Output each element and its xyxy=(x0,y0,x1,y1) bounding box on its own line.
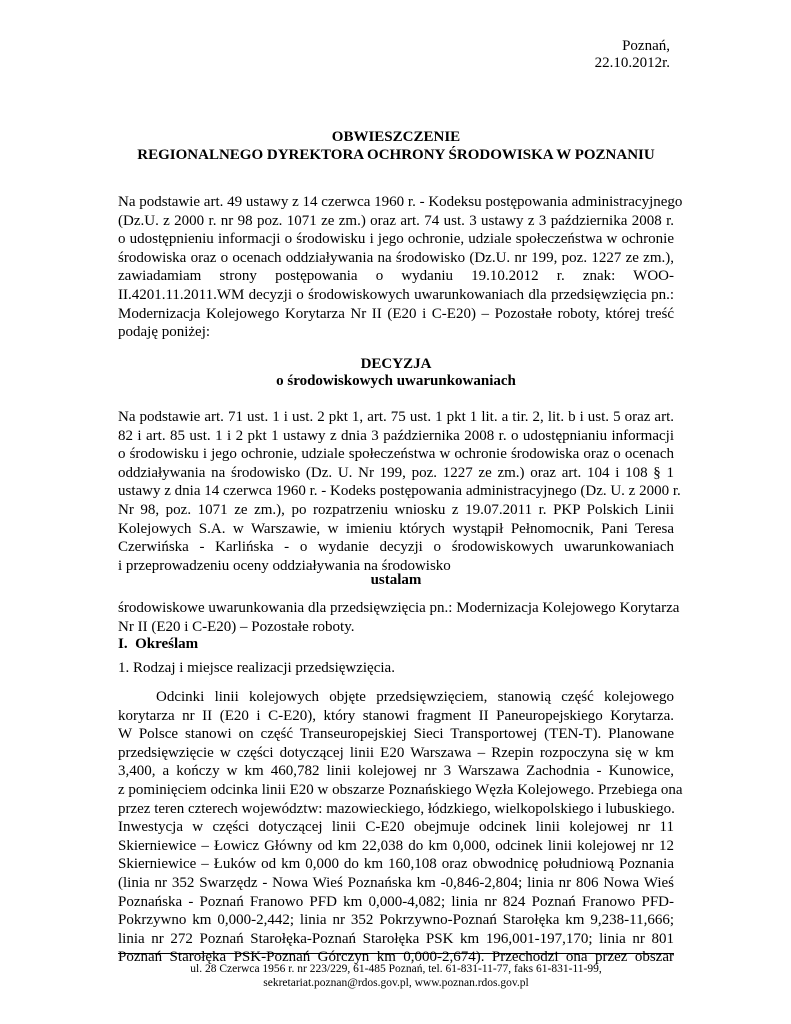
section-number: I. xyxy=(118,636,128,652)
intro-line: (Dz.U. z 2000 r. nr 98 poz. 1071 ze zm.) oraz art. 74 ust. 3 ustawy z 3 października 2008 r. xyxy=(118,212,674,229)
body-line: (linia nr 352 Swarzędz - Nowa Wieś Poznańska km -0,846-2,804; linia nr 806 Nowa Wieś xyxy=(118,874,674,891)
section-heading xyxy=(118,636,198,653)
legal-basis-paragraph xyxy=(118,408,681,575)
body-line: linia nr 272 Poznań Starołęka-Poznań Starołęka PSK km 196,001-197,170; linia nr 801 xyxy=(118,930,674,947)
body-line: Skierniewice – Łuków od km 0,000 do km 160,108 oraz obwodnicę południową Poznania xyxy=(118,856,674,873)
body-line: Skierniewice – Łowicz Główny od km 22,038 do km 0,000, odcinek linii kolejowej nr 12 xyxy=(118,837,674,854)
decision-heading: DECYZJA xyxy=(360,356,432,372)
basis-line: ustawy z dnia 14 czerwca 1960 r. - Kodeks postępowania administracyjnego (Dz. U. z 2000 r. xyxy=(118,483,681,500)
ustalam-heading: ustalam xyxy=(370,572,422,588)
body-line: Poznańska - Poznań Franowo PFD km 0,000-4,082; linia nr 824 Poznań Franowo PFD- xyxy=(118,893,674,910)
basis-line: 82 i art. 85 ust. 1 i 2 pkt 1 ustawy z dnia 3 października 2008 r. o udostępnianiu informacji xyxy=(118,427,674,444)
body-line: W Polsce stanowi on część Transeuropejskiej Sieci Transportowej (TEN-T). Planowane xyxy=(118,726,674,743)
basis-line: Nr 98, poz. 1071 ze zm.), po rozpatrzeniu wniosku z 19.07.2011 r. PKP Polskich Linii xyxy=(118,501,674,518)
conditions-paragraph xyxy=(118,599,680,636)
body-line: z pominięciem odcinka linii E20 w obszarze Poznańskiego Węzła Kolejowego. Przebiega ona xyxy=(118,781,683,798)
basis-line: Kolejowych S.A. w Warszawie, w imieniu których wystąpił Pełnomocnik, Pani Teresa xyxy=(118,520,674,537)
intro-line: Modernizacja Kolejowego Korytarza Nr II (E20 i C-E20) – Pozostałe roboty, której treść xyxy=(118,305,674,322)
intro-line: II.4201.11.2011.WM decyzji o środowiskowych uwarunkowaniach dla przedsięwzięcia pn.: xyxy=(118,286,674,303)
basis-line: Na podstawie art. 71 ust. 1 i ust. 2 pkt 1, art. 75 ust. 1 pkt 1 lit. a tir. 2, lit. b i ust. 5 oraz art. xyxy=(118,409,674,425)
basis-line: oddziaływania na środowisko (Dz. U. Nr 199, poz. 1227 ze zm.) oraz art. 104 i 108 § 1 xyxy=(118,464,674,481)
basis-line: Czerwińska - Karlińska - o wydanie decyzji o środowiskowych uwarunkowaniach xyxy=(118,539,674,556)
subsection-heading: 1. Rodzaj i miejsce realizacji przedsięwzięcia. xyxy=(118,660,395,676)
intro-line: podaję poniżej: xyxy=(118,324,211,341)
intro-paragraph xyxy=(118,193,683,342)
intro-line: środowiska oraz o ocenach oddziaływania na środowisko (Dz.U. nr 199, poz. 1227 ze zm.), xyxy=(118,249,674,266)
body-line: Inwestycja w części dotyczącej linii C-E20 obejmuje odcinek linii kolejowej nr 11 xyxy=(118,819,674,836)
conditions-line: środowiskowe uwarunkowania dla przedsięwzięcia pn.: Modernizacja Kolejowego Korytarza xyxy=(118,600,680,616)
body-line: Odcinki linii kolejowych objęte przedsięwzięciem, stanowią część kolejowego xyxy=(156,689,674,705)
basis-line: o środowisku i jego ochronie, udziale społeczeństwa w ochronie środowiska oraz o ocenach xyxy=(118,446,674,463)
basis-line: i przeprowadzeniu oceny oddziaływania na środowisko xyxy=(118,557,451,574)
intro-line: Na podstawie art. 49 ustawy z 14 czerwca 1960 r. - Kodeksu postępowania administracyjnego xyxy=(118,194,683,210)
title-line-1: OBWIESZCZENIE xyxy=(331,129,461,145)
body-line: przedsięwzięcie w części dotyczącej linii E20 Warszawa – Rzepin rozpoczyna się w km xyxy=(118,744,674,761)
body-line: przez teren czterech województw: mazowieckiego, łódzkiego, wielkopolskiego i lubuskiego. xyxy=(118,800,675,817)
body-paragraph xyxy=(118,688,683,967)
title-line-2: REGIONALNEGO DYREKTORA OCHRONY ŚRODOWISKA W POZNANIU xyxy=(137,147,655,163)
body-line: Poznań Starołęka PSK-Poznań Górczyn km 0,000-2,674). Przechodzi ona przez obszar xyxy=(118,949,674,966)
section-title: Określam xyxy=(135,636,199,652)
document-date: Poznań, 22.10.2012r. xyxy=(594,38,670,71)
footer-address: ul. 28 Czerwca 1956 r. nr 223/229, 61-485 Poznań, tel. 61-831-11-77, faks 61-831-11-99, xyxy=(190,963,602,975)
intro-line: zawiadamiam strony postępowania o wydaniu 19.10.2012 r. znak: WOO- xyxy=(118,268,674,285)
body-line: Pokrzywno km 0,000-2,442; linia nr 352 Pokrzywno-Poznań Starołęka km 9,238-11,666; xyxy=(118,912,674,929)
body-line: 3,400, a kończy w km 460,782 linii kolejowej nr 3 Warszawa Zachodnia - Kunowice, xyxy=(118,763,674,780)
body-line: korytarza nr II (E20 i C-E20), który stanowi fragment II Paneuropejskiego Korytarza. xyxy=(118,707,674,724)
intro-line: o udostępnieniu informacji o środowisku i jego ochronie, udziale społeczeństwa w ochronie xyxy=(118,231,674,248)
conditions-line: Nr II (E20 i C-E20) – Pozostałe roboty. xyxy=(118,618,355,635)
decision-subheading: o środowiskowych uwarunkowaniach xyxy=(276,373,516,389)
footer-contact: sekretariat.poznan@rdos.gov.pl, www.poznan.rdos.gov.pl xyxy=(263,977,529,989)
footer-divider xyxy=(118,953,674,954)
